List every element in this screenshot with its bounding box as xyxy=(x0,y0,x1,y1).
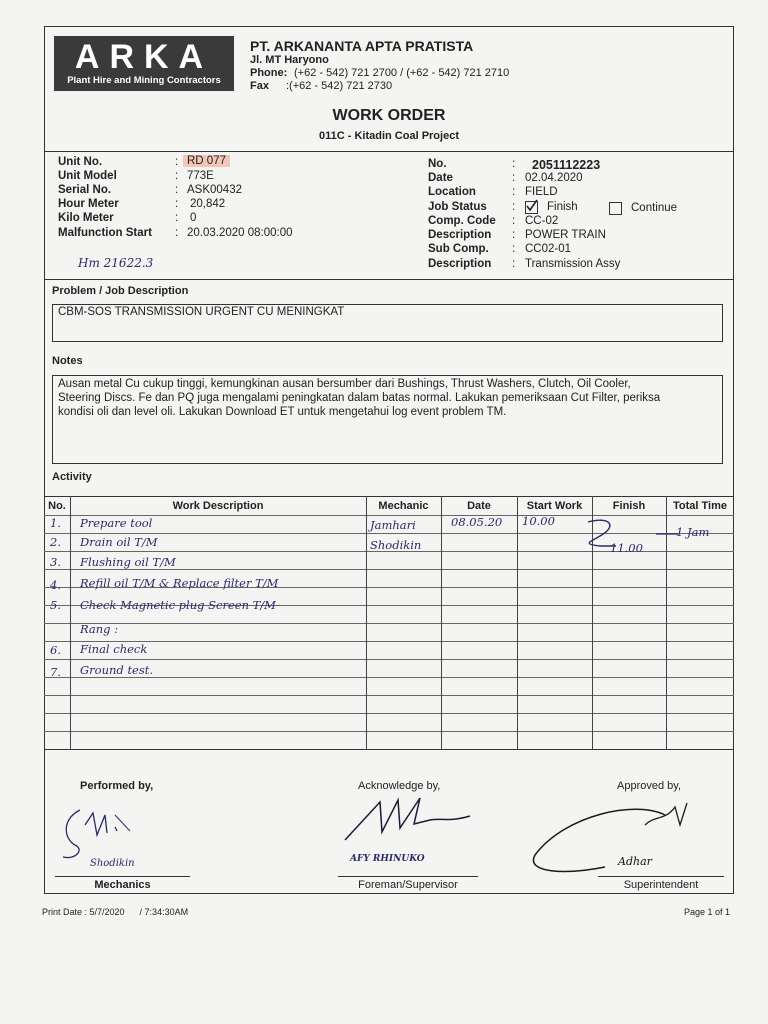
row-description: Check Magnetic plug Screen T/M xyxy=(80,598,276,612)
performed-by-label: Performed by, xyxy=(80,780,154,792)
continue-checkbox[interactable] xyxy=(609,202,622,215)
fax-label: Fax xyxy=(250,80,269,92)
fax-value: :(+62 - 542) 721 2730 xyxy=(286,80,393,92)
col-header-mechanic: Mechanic xyxy=(378,500,429,512)
table-bottom-line xyxy=(44,749,734,750)
col-header-finish: Finish xyxy=(612,500,646,512)
description-value: POWER TRAIN xyxy=(525,229,606,241)
page-number: Page 1 of 1 xyxy=(684,907,731,917)
row-total-time: 1 Jam xyxy=(676,525,710,539)
col-divider xyxy=(70,496,71,749)
notes-line-1: Ausan metal Cu cukup tinggi, kemungkinan ausan bersumber dari Bushings, Thrust Washers, Clutch, Oil Cooler, xyxy=(58,378,631,390)
colon: : xyxy=(175,170,179,182)
row-no: 3. xyxy=(50,555,61,569)
sub-description-label: Description xyxy=(428,258,492,270)
row-no: 1. xyxy=(50,516,61,530)
colon: : xyxy=(512,229,516,241)
phone-value: (+62 - 542) 721 2700 / (+62 - 542) 721 2710 xyxy=(294,67,510,79)
row-line xyxy=(44,569,734,570)
colon: : xyxy=(512,215,516,227)
col-divider xyxy=(366,496,367,749)
col-header-total-time: Total Time xyxy=(673,500,727,512)
hour-meter-label: Hour Meter xyxy=(58,198,119,210)
order-no-value: 2051112223 xyxy=(532,158,601,172)
colon: : xyxy=(175,198,179,210)
comp-code-value: CC-02 xyxy=(525,215,559,227)
colon: : xyxy=(512,172,516,184)
approved-by-label: Approved by, xyxy=(617,780,682,792)
mechanics-role: Mechanics xyxy=(94,879,151,891)
row-date: 08.05.20 xyxy=(451,515,503,529)
company-address: Jl. MT Haryono xyxy=(250,54,329,66)
unit-no-label: Unit No. xyxy=(58,156,103,168)
date-label: Date xyxy=(428,172,453,184)
colon: : xyxy=(175,212,179,224)
signature-line xyxy=(55,876,190,877)
serial-no-label: Serial No. xyxy=(58,184,112,196)
notes-heading: Notes xyxy=(52,355,83,367)
hour-meter-value: 20,842 xyxy=(190,198,226,210)
activity-heading: Activity xyxy=(52,471,92,483)
acknowledge-by-label: Acknowledge by, xyxy=(358,780,441,792)
row-line xyxy=(44,677,734,678)
logo-text: ARKA xyxy=(74,38,214,76)
order-no-label: No. xyxy=(428,158,447,170)
check-mark-icon xyxy=(525,199,539,213)
kilo-meter-value: 0 xyxy=(190,212,197,224)
logo-tagline: Plant Hire and Mining Contractors xyxy=(67,75,221,86)
col-header-start-work: Start Work xyxy=(526,500,583,512)
finish-label: Finish xyxy=(547,201,578,213)
notes-line-2: Steering Discs. Fe dan PQ juga mengalami peningkatan dalam batas normal. Lakukan pemeriksaan Cut Filter, periksa xyxy=(58,392,661,404)
mechanic-name: Shodikin xyxy=(90,858,135,869)
colon: : xyxy=(512,243,516,255)
company-logo xyxy=(54,36,234,91)
row-description: Rang : xyxy=(80,622,119,636)
problem-text: CBM-SOS TRANSMISSION URGENT CU MENINGKAT xyxy=(58,306,345,318)
row-description: Final check xyxy=(80,642,148,656)
unit-no-value: RD 077 xyxy=(183,155,230,167)
colon: : xyxy=(175,227,179,239)
row-description: Prepare tool xyxy=(80,516,153,530)
row-line xyxy=(44,695,734,696)
foreman-signature xyxy=(340,792,480,852)
date-value: 02.04.2020 xyxy=(525,172,583,184)
row-description: Ground test. xyxy=(80,663,154,677)
row-line xyxy=(44,641,734,642)
comp-code-label: Comp. Code xyxy=(428,215,496,227)
row-line xyxy=(44,713,734,714)
row-line xyxy=(44,731,734,732)
row-line xyxy=(44,623,734,624)
col-header-date: Date xyxy=(467,500,491,512)
col-divider xyxy=(517,496,518,749)
document-subtitle: 011C - Kitadin Coal Project xyxy=(319,130,459,142)
row-no: 7. xyxy=(50,665,61,679)
finish-checkbox[interactable] xyxy=(525,201,538,214)
superintendent-role: Superintendent xyxy=(623,879,699,891)
sub-description-value: Transmission Assy xyxy=(525,258,621,270)
sub-comp-value: CC02-01 xyxy=(525,243,572,255)
row-description: Drain oil T/M xyxy=(80,535,158,549)
col-header-no: No. xyxy=(48,500,66,512)
row-finish: 11.00 xyxy=(610,541,643,555)
colon: : xyxy=(512,258,516,270)
colon: : xyxy=(175,184,179,196)
signature-line xyxy=(338,876,478,877)
foreman-role: Foreman/Supervisor xyxy=(358,879,458,891)
row-mechanic: Shodikin xyxy=(370,538,422,552)
row-line xyxy=(44,659,734,660)
unit-model-label: Unit Model xyxy=(58,170,117,182)
foreman-name: AFY RHINUKO xyxy=(350,854,425,864)
document-title: WORK ORDER xyxy=(332,107,446,124)
sub-comp-label: Sub Comp. xyxy=(428,243,489,255)
job-status-label: Job Status xyxy=(428,201,487,213)
malfunction-start-label: Malfunction Start xyxy=(58,227,152,239)
notes-line-3: kondisi oli dan level oli. Lakukan Download ET untuk mengetahui log event problem TM. xyxy=(58,406,507,418)
row-no: 5. xyxy=(50,598,61,612)
col-header-work-description: Work Description xyxy=(172,500,264,512)
header-divider xyxy=(44,151,734,152)
table-top-line xyxy=(44,496,734,497)
row-mechanic: Jamhari xyxy=(370,518,416,532)
superintendent-signature xyxy=(525,795,705,880)
serial-no-value: ASK00432 xyxy=(187,184,242,196)
signature-line xyxy=(598,876,724,877)
colon: : xyxy=(175,156,179,168)
row-no: 4. xyxy=(50,578,61,592)
row-no: 6. xyxy=(50,643,61,657)
colon: : xyxy=(512,201,516,213)
malfunction-start-value: 20.03.2020 08:00:00 xyxy=(187,227,293,239)
row-description: Flushing oil T/M xyxy=(80,555,176,569)
colon: : xyxy=(512,186,516,198)
company-name: PT. ARKANANTA APTA PRATISTA xyxy=(250,38,474,54)
location-label: Location xyxy=(428,186,476,198)
col-divider xyxy=(441,496,442,749)
info-divider xyxy=(44,279,734,280)
kilo-meter-label: Kilo Meter xyxy=(58,212,114,224)
row-description: Refill oil T/M & Replace filter T/M xyxy=(80,576,279,590)
phone-label: Phone: xyxy=(250,67,288,79)
unit-model-value: 773E xyxy=(187,170,214,182)
problem-heading: Problem / Job Description xyxy=(52,285,189,297)
row-no: 2. xyxy=(50,535,61,549)
handwritten-hour-meter: Hm 21622.3 xyxy=(78,256,154,270)
colon: : xyxy=(512,158,516,170)
location-value: FIELD xyxy=(525,186,558,198)
handwritten-arrow-scribble xyxy=(560,512,680,557)
superintendent-name: Adhar xyxy=(618,855,652,868)
print-date: Print Date : 5/7/2020 / 7:34:30AM xyxy=(42,907,189,917)
description-label: Description xyxy=(428,229,492,241)
row-start-work: 10.00 xyxy=(522,514,555,528)
continue-label: Continue xyxy=(631,202,678,214)
